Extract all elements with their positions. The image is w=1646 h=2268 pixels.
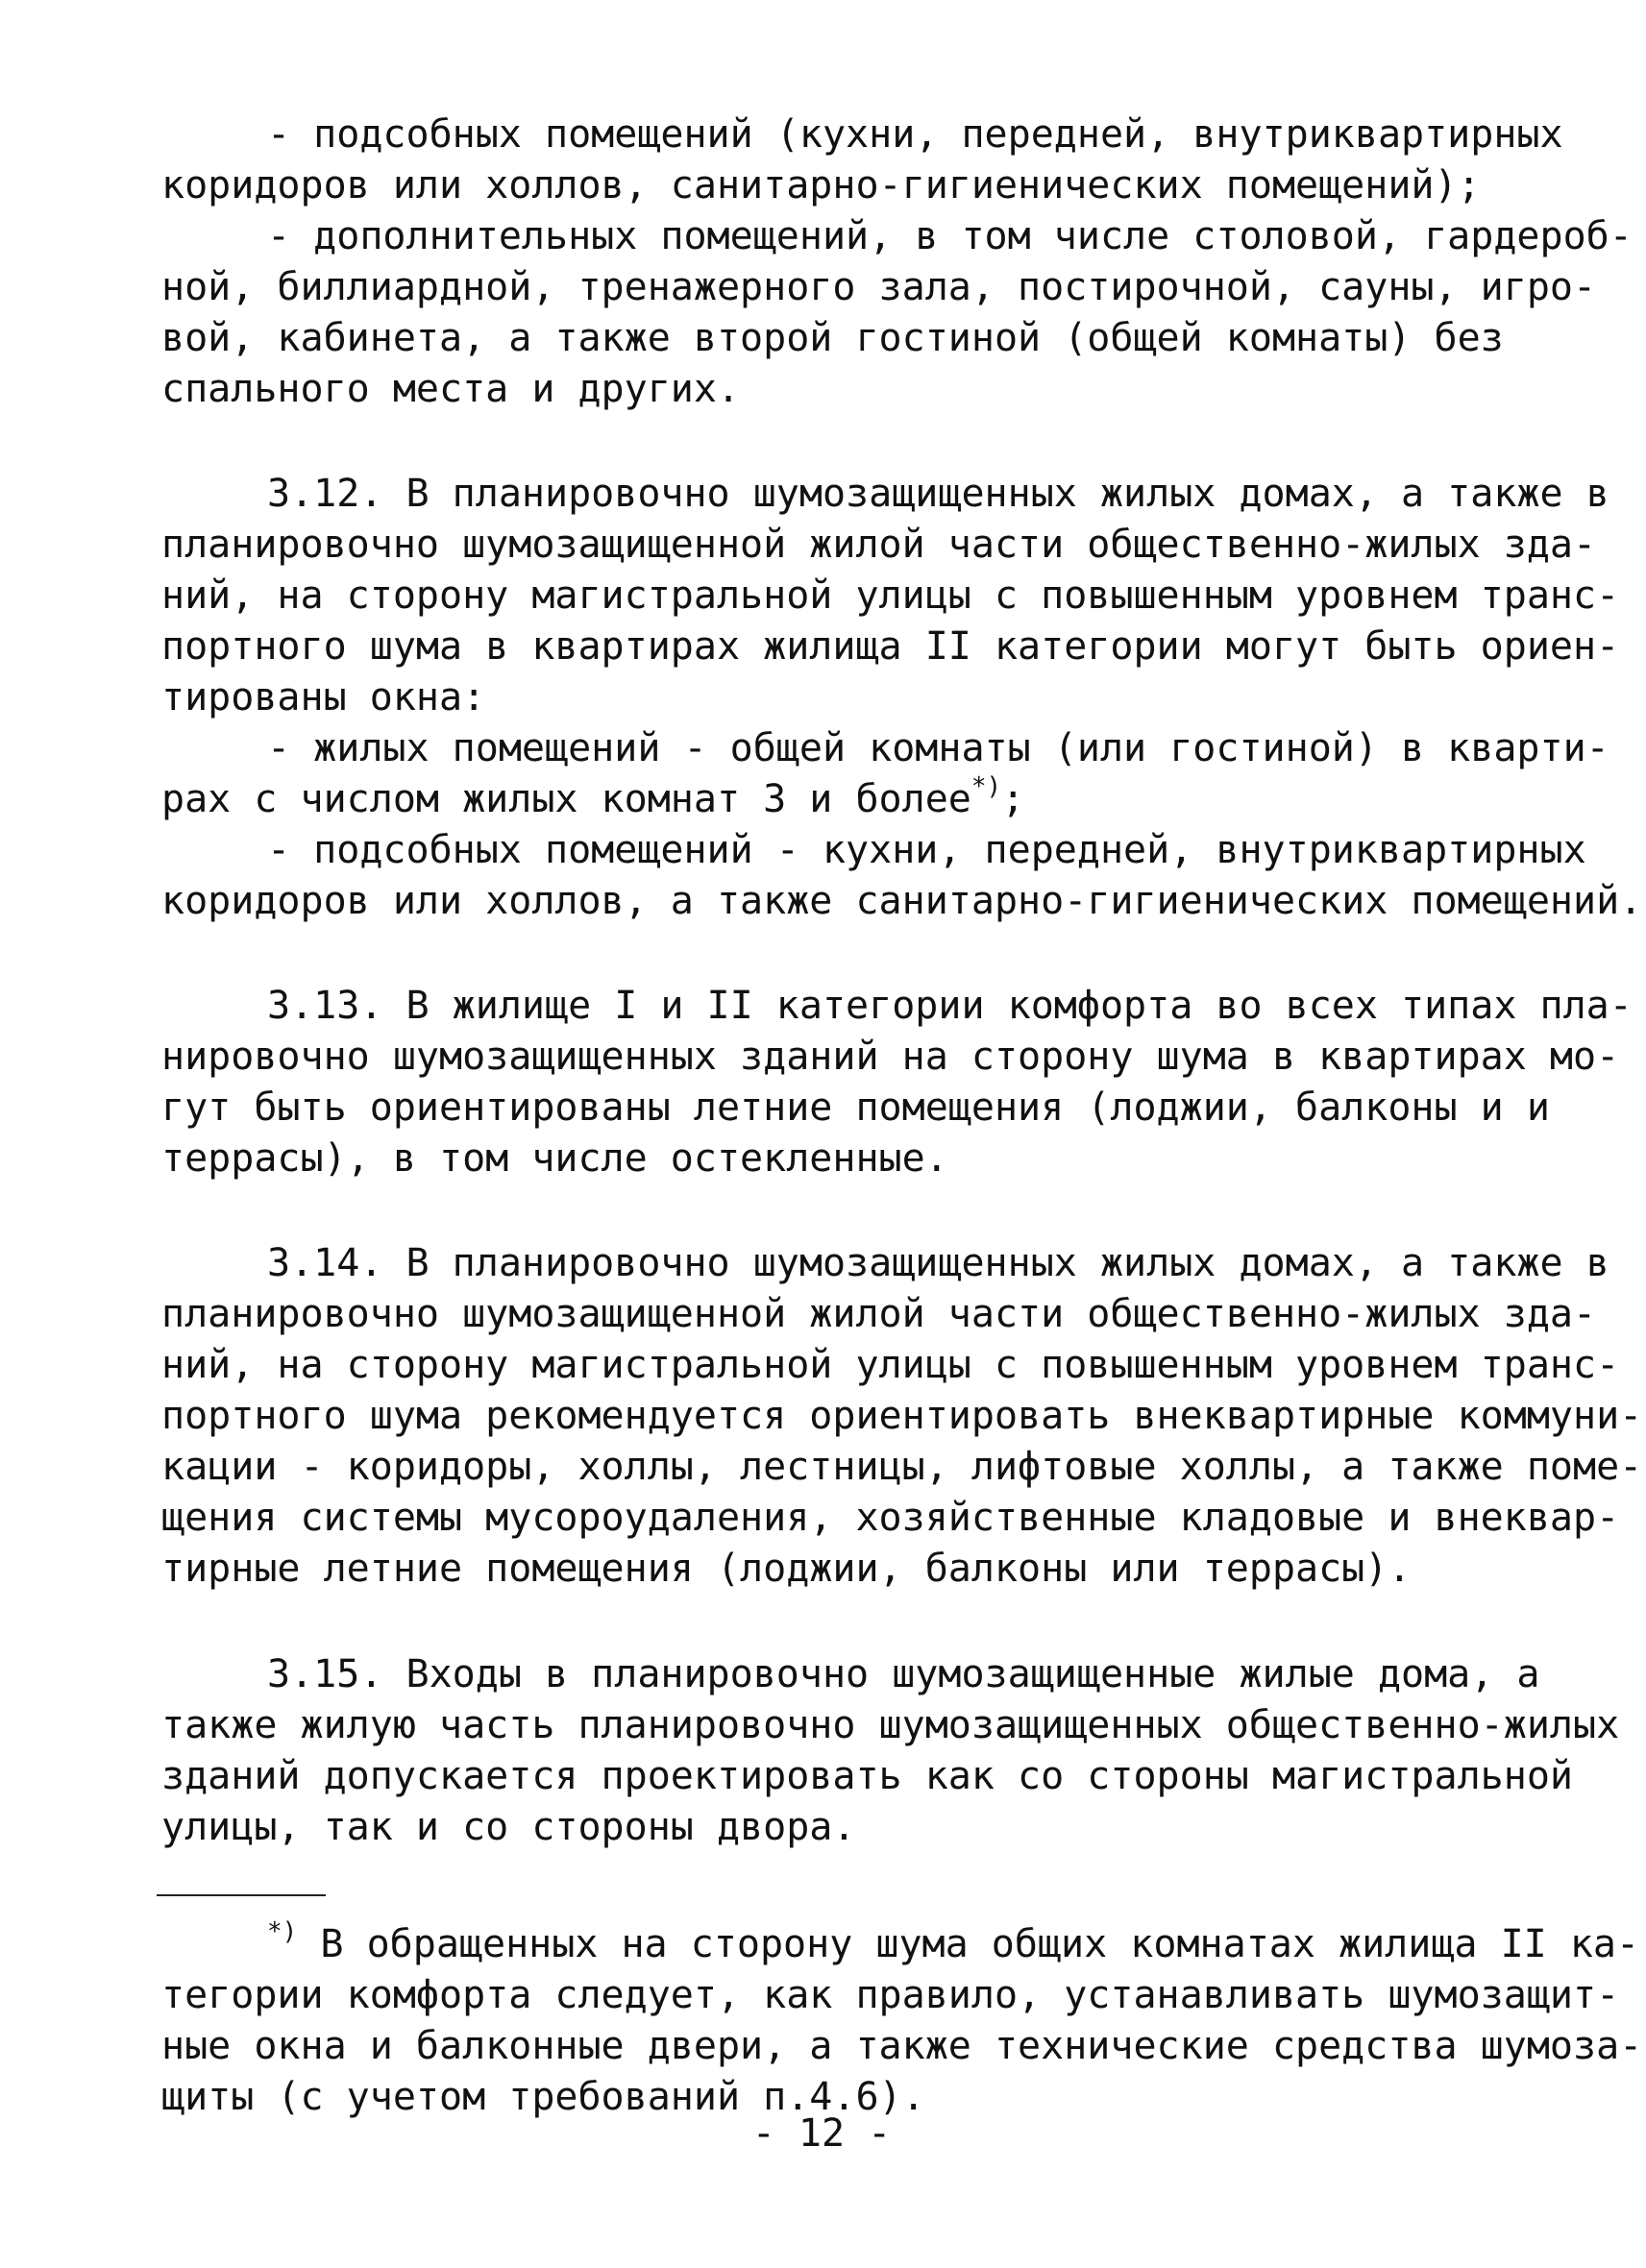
text-line: спального места и других.: [161, 367, 741, 411]
paragraph-3-12-line: [161, 772, 1487, 826]
paragraph-3-12-line: - подсобных помещений - кухни, передней, внутриквартирных: [267, 828, 1586, 872]
paragraph-3-14-line: 3.14. В планировочно шумозащищенных жилых домах, а также в: [267, 1241, 1609, 1285]
footnote-line: щиты (с учетом требований п.4.6).: [161, 2075, 925, 2119]
paragraph-3-12-line: портного шума в квартирах жилища II категории могут быть ориен-: [161, 624, 1620, 669]
paragraph-3-15-line: улицы, так и со стороны двора.: [161, 1805, 856, 1849]
paragraph-3-14-line: тирные летние помещения (лоджии, балконы или террасы).: [161, 1547, 1412, 1591]
paragraph-3-15-line: зданий допускается проектировать как со стороны магистральной: [161, 1754, 1574, 1798]
paragraph-3-15-line: также жилую часть планировочно шумозащищенных общественно-жилых: [161, 1703, 1620, 1747]
footnote-line: тегории комфорта следует, как правило, устанавливать шумозащит-: [161, 1973, 1620, 2017]
footnote-line: ные окна и балконные двери, а также технические средства шумоза-: [161, 2024, 1643, 2068]
footnote-marker: *): [267, 1917, 298, 1946]
text-line: коридоров или холлов, санитарно-гигиенических помещений);: [161, 163, 1481, 207]
paragraph-3-12-line: 3.12. В планировочно шумозащищенных жилых домах, а также в: [267, 472, 1609, 516]
paragraph-3-13-line: нировочно шумозащищенных зданий на сторону шума в квартирах мо-: [161, 1035, 1620, 1079]
text-line: вой, кабинета, а также второй гостиной (общей комнаты) без: [161, 316, 1504, 360]
footnote-text: В обращенных на сторону шума общих комнатах жилища II ка-: [320, 1922, 1640, 1966]
paragraph-3-12-line: планировочно шумозащищенной жилой части общественно-жилых зда-: [161, 523, 1597, 567]
text-line: - дополнительных помещений, в том числе столовой, гардероб-: [267, 214, 1633, 258]
paragraph-3-14-line: ний, на сторону магистральной улицы с повышенным уровнем транс-: [161, 1343, 1620, 1387]
paragraph-3-13-line: гут быть ориентированы летние помещения (лоджии, балконы и и: [161, 1085, 1550, 1130]
paragraph-3-13-line: 3.13. В жилище I и II категории комфорта во всех типах пла-: [267, 984, 1633, 1028]
paragraph-3-14-line: кации - коридоры, холлы, лестницы, лифтовые холлы, а также поме-: [161, 1445, 1643, 1489]
paragraph-3-12-line: тированы окна:: [161, 675, 486, 719]
paragraph-3-14-line: портного шума рекомендуется ориентировать внеквартирные коммуни-: [161, 1394, 1643, 1438]
paragraph-3-14-line: планировочно шумозащищенной жилой части общественно-жилых зда-: [161, 1292, 1597, 1336]
line-text: рах с числом жилых комнат 3 и более: [161, 777, 971, 821]
paragraph-3-14-line: щения системы мусороудаления, хозяйственные кладовые и внеквар-: [161, 1496, 1620, 1540]
line-punctuation: ;: [1001, 777, 1025, 821]
text-line: - подсобных помещений (кухни, передней, внутриквартирных: [267, 112, 1563, 157]
paragraph-3-15-line: 3.15. Входы в планировочно шумозащищенные жилые дома, а: [267, 1652, 1540, 1696]
footnote-reference: *): [970, 772, 1002, 801]
page-number: - 12 -: [751, 2111, 892, 2156]
paragraph-3-12-line: коридоров или холлов, а также санитарно-гигиенических помещений.: [161, 879, 1643, 923]
paragraph-3-13-line: террасы), в том числе остекленные.: [161, 1136, 948, 1181]
footnote-separator: [157, 1894, 326, 1896]
footnote-line: [267, 1917, 1640, 1971]
paragraph-3-12-line: ний, на сторону магистральной улицы с повышенным уровнем транс-: [161, 573, 1620, 618]
text-line: ной, биллиардной, тренажерного зала, постирочной, сауны, игро-: [161, 265, 1597, 309]
paragraph-3-12-line: - жилых помещений - общей комнаты (или гостиной) в кварти-: [267, 726, 1609, 770]
